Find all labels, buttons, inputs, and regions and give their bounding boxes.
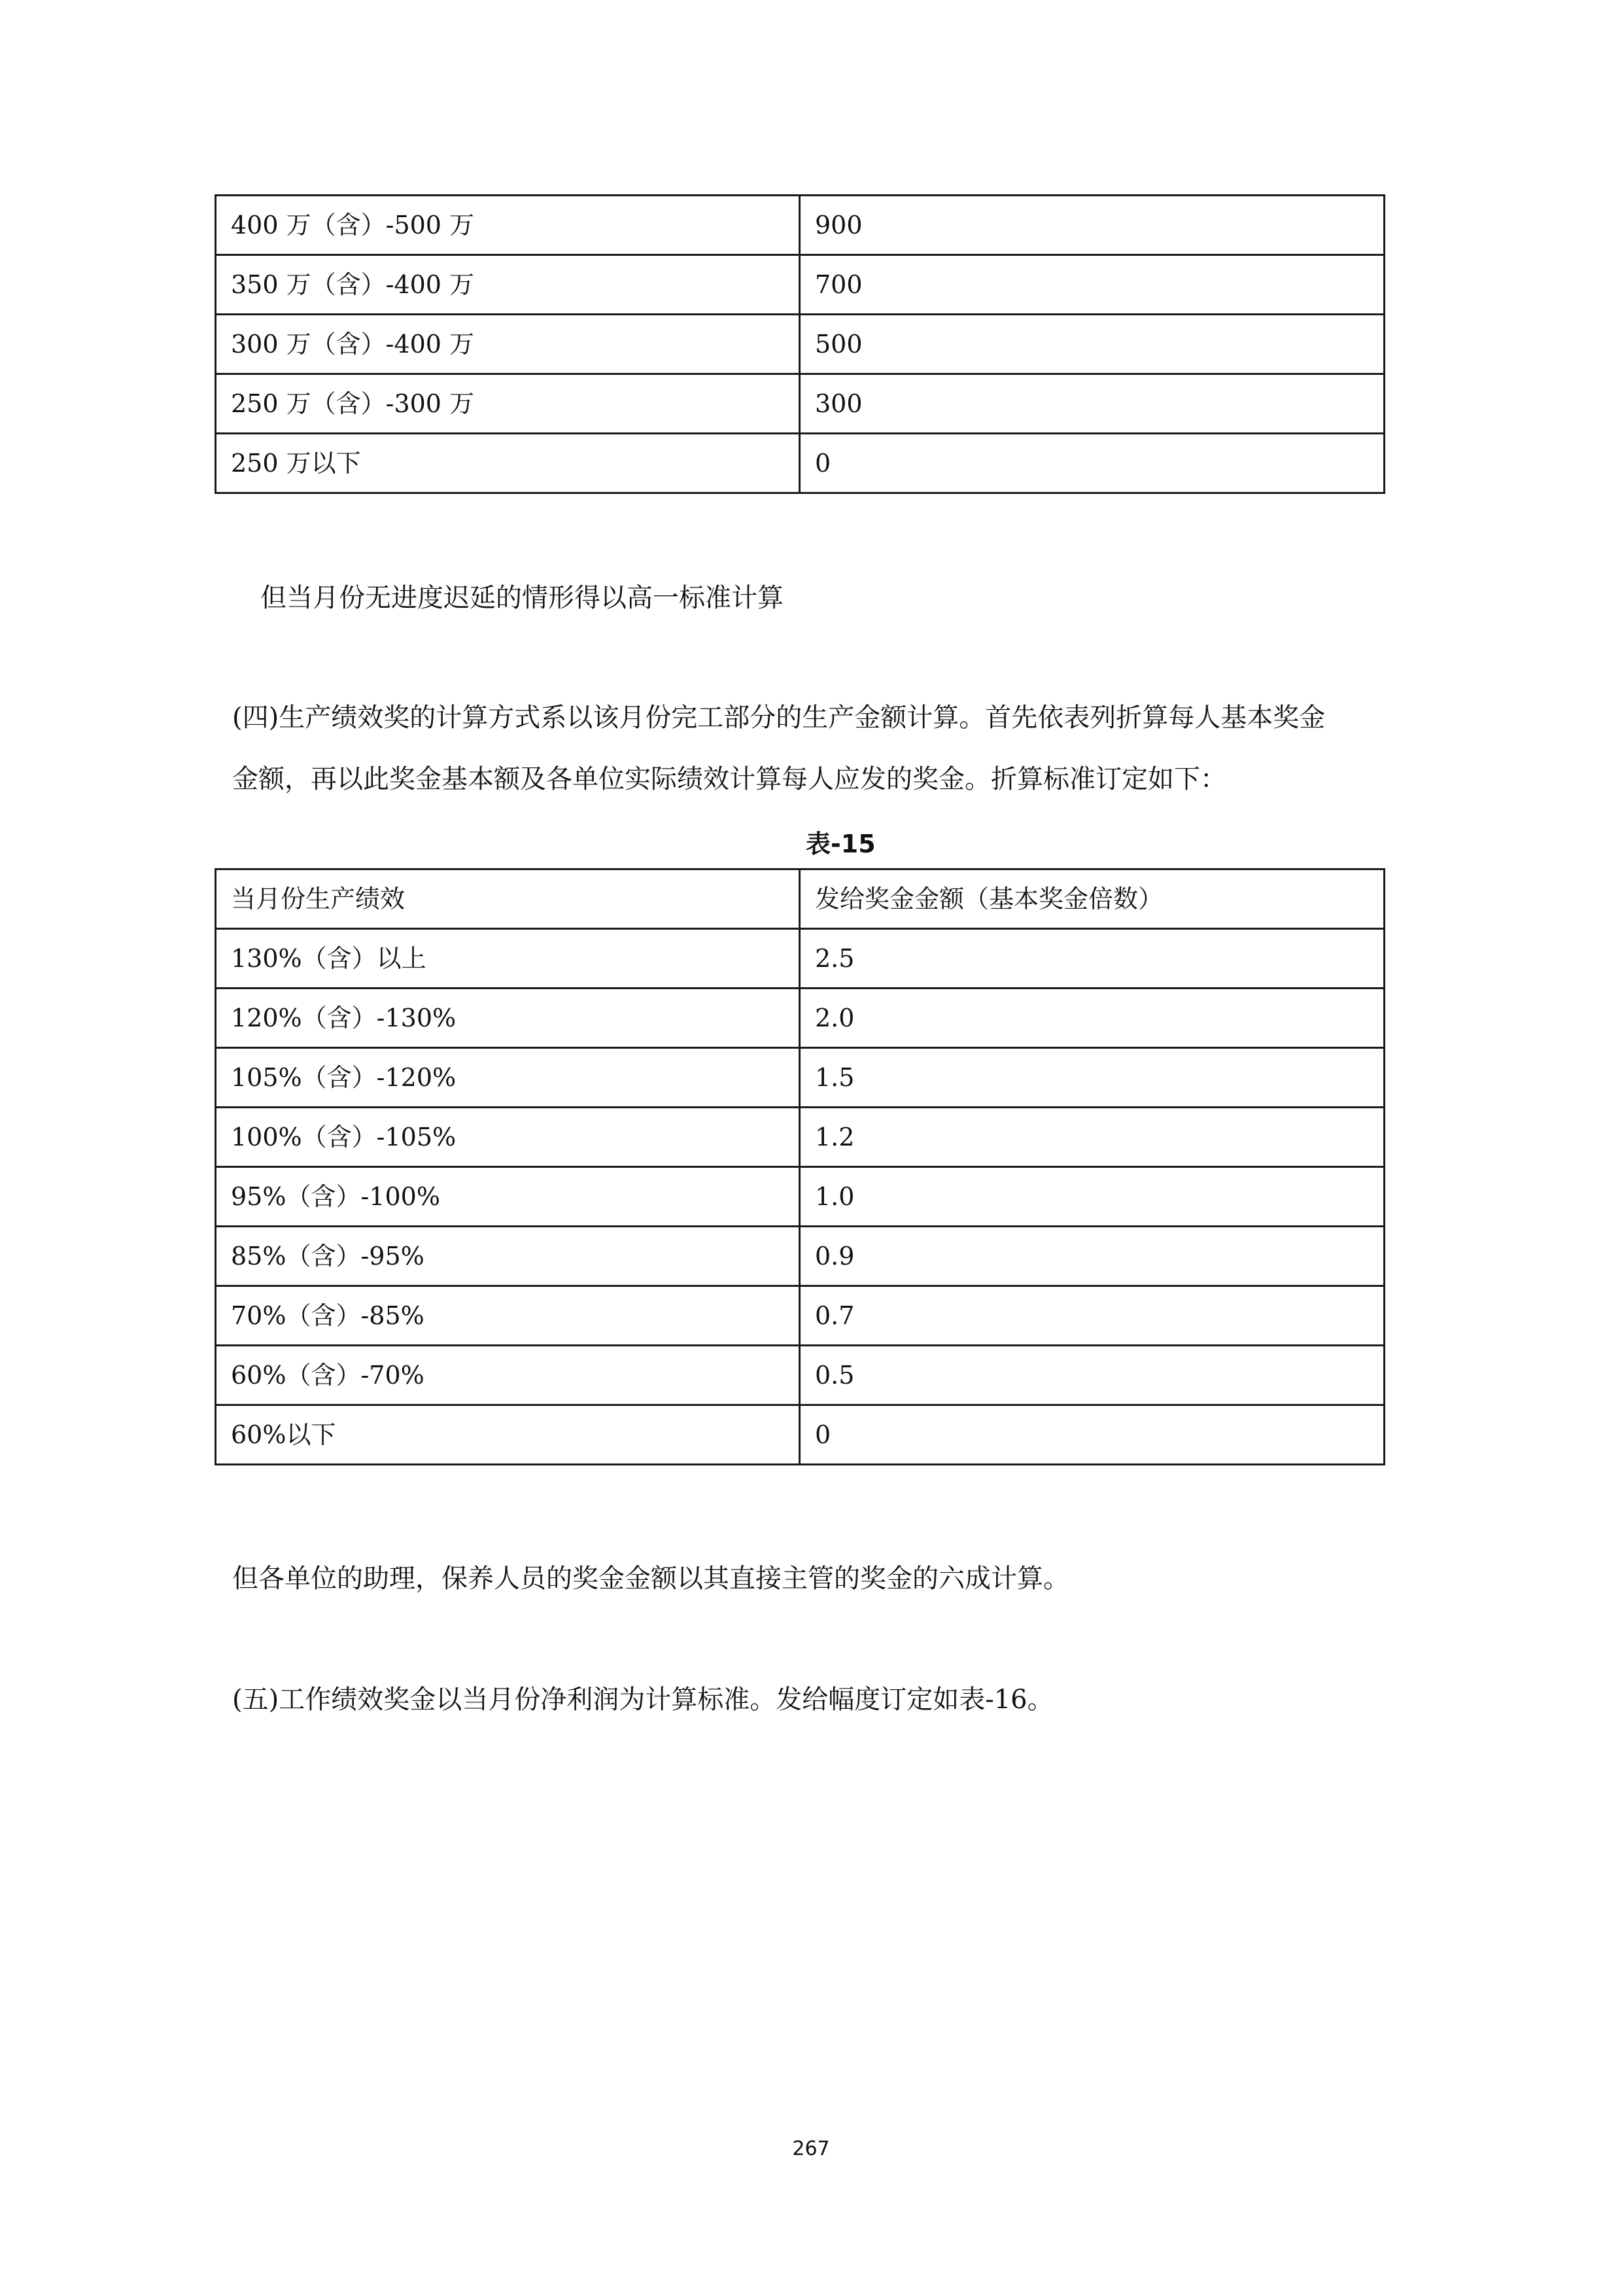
table-row — [216, 989, 1385, 1048]
table-cell: 700 — [800, 255, 1385, 315]
production-bonus-paragraph-line-2: 金额，再以此奖金基本额及各单位实际绩效计算每人应发的奖金。折算标准订定如下： — [232, 764, 1226, 794]
page-number: 267 — [792, 2137, 830, 2160]
table-row — [216, 1048, 1385, 1108]
table-row — [216, 1286, 1385, 1346]
table-cell: 95%（含）-100% — [216, 1167, 800, 1227]
table-row — [216, 929, 1385, 989]
table-cell: 60%以下 — [216, 1405, 800, 1465]
production-bonus-paragraph-line-1: (四)生产绩效奖的计算方式系以该月份完工部分的生产金额计算。首先依表列折算每人基本奖金 — [232, 703, 1326, 733]
table-row — [216, 196, 1385, 255]
table-row — [216, 255, 1385, 315]
table-cell: 250 万以下 — [216, 434, 800, 493]
table-cell: 2.5 — [800, 929, 1385, 989]
work-performance-bonus-paragraph: (五)工作绩效奖金以当月份净利润为计算标准。发给幅度订定如表-16。 — [232, 1685, 1054, 1715]
table-cell: 130%（含）以上 — [216, 929, 800, 989]
table-cell: 350 万（含）-400 万 — [216, 255, 800, 315]
table-cell: 70%（含）-85% — [216, 1286, 800, 1346]
table-cell: 1.5 — [800, 1048, 1385, 1108]
table-row — [216, 374, 1385, 434]
table-cell: 900 — [800, 196, 1385, 255]
table-cell: 500 — [800, 315, 1385, 374]
table-cell: 85%（含）-95% — [216, 1227, 800, 1286]
table-cell: 300 — [800, 374, 1385, 434]
table-cell: 0 — [800, 434, 1385, 493]
table-cell: 1.2 — [800, 1108, 1385, 1167]
table-cell: 0.5 — [800, 1346, 1385, 1405]
bonus-table-15 — [215, 868, 1385, 1465]
column-header: 当月份生产绩效 — [216, 869, 800, 929]
table-cell: 300 万（含）-400 万 — [216, 315, 800, 374]
table-cell: 120%（含）-130% — [216, 989, 800, 1048]
table-cell: 1.0 — [800, 1167, 1385, 1227]
table-row — [216, 1405, 1385, 1465]
table-row — [216, 1108, 1385, 1167]
table-cell: 2.0 — [800, 989, 1385, 1048]
table-row — [216, 434, 1385, 493]
delay-note-paragraph: 但当月份无进度迟延的情形得以高一标准计算 — [260, 583, 784, 613]
table-cell: 0 — [800, 1405, 1385, 1465]
table-cell: 100%（含）-105% — [216, 1108, 800, 1167]
table-row — [216, 315, 1385, 374]
table-cell: 60%（含）-70% — [216, 1346, 800, 1405]
table-cell: 0.7 — [800, 1286, 1385, 1346]
table-caption: 表-15 — [806, 830, 876, 858]
bonus-table-14 — [215, 194, 1385, 494]
table-row — [216, 1346, 1385, 1405]
table-cell: 250 万（含）-300 万 — [216, 374, 800, 434]
assistant-bonus-paragraph: 但各单位的助理，保养人员的奖金金额以其直接主管的奖金的六成计算。 — [232, 1564, 1069, 1594]
table-cell: 0.9 — [800, 1227, 1385, 1286]
table-cell: 400 万（含）-500 万 — [216, 196, 800, 255]
table-row — [216, 1227, 1385, 1286]
table-cell: 105%（含）-120% — [216, 1048, 800, 1108]
table-header-row — [216, 869, 1385, 929]
table-row — [216, 1167, 1385, 1227]
column-header: 发给奖金金额（基本奖金倍数） — [800, 869, 1385, 929]
